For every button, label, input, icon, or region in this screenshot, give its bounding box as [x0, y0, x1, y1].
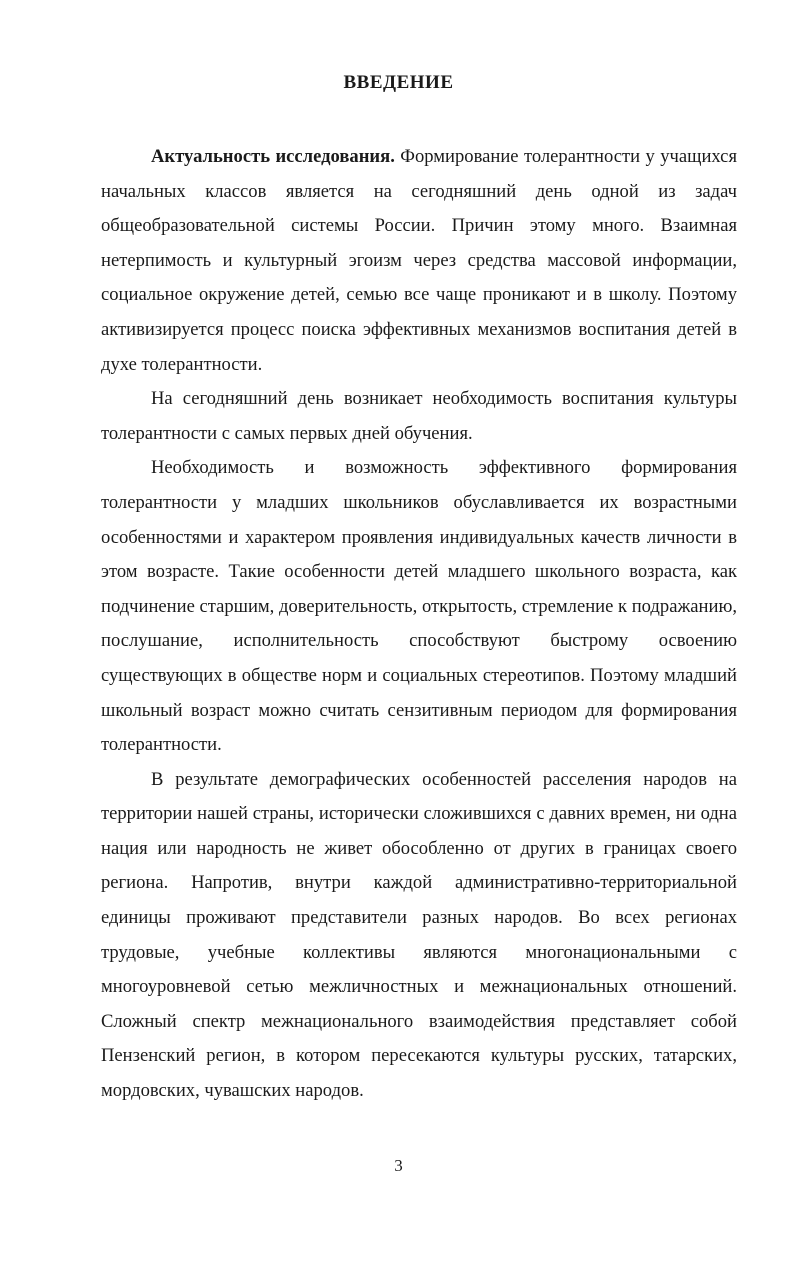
paragraph-necessity: На сегодняшний день возникает необходимость воспитания культуры толерантности с самых первых дней обучения.	[101, 388, 737, 444]
paragraph-lead: Актуальность исследования.	[151, 146, 395, 167]
paragraph-relevance	[101, 140, 737, 382]
section-title: ВВЕДЕНИЕ	[343, 72, 454, 93]
page-number: 3	[394, 1156, 403, 1175]
paragraph-age-features: Необходимость и возможность эффективного формирования толерантности у младших школьников обуславливается их возрастными особенностями и характером проявления индивидуальных качеств личности в этом возрасте. Такие особенности детей младшего школьного возраста, как подчинение старшим, доверительность, открытость, стремление к подражанию, послушание, исполнительность способствуют быстрому освоению существующих в обществе норм и социальных стереотипов. Поэтому младший школьный возраст можно считать сензитивным периодом для формирования толерантности.	[101, 457, 737, 756]
body-text	[101, 140, 737, 1109]
paragraph-text: Формирование толерантности у учащихся начальных классов является на сегодняшний день одной из задач общеобразовательной системы России. Причин этому много. Взаимная нетерпимость и культурный эгоизм через средства массовой информации, социальное окружение детей, семью все чаще проникают и в школу. Поэтому активизируется процесс поиска эффективных механизмов воспитания детей в духе толерантности.	[101, 146, 737, 375]
paragraph-demographics: В результате демографических особенностей расселения народов на территории нашей страны, исторически сложившихся с давних времен, ни одна нация или народность не живет обособленно от других в границах своего региона. Напротив, внутри каждой административно-территориальной единицы проживают представители разных народов. Во всех регионах трудовые, учебные коллективы являются многонациональными с многоуровневой сетью межличностных и межнациональных отношений. Сложный спектр межнационального взаимодействия представляет собой Пензенский регион, в котором пересекаются культуры русских, татарских, мордовских, чувашских народов.	[101, 768, 737, 1102]
